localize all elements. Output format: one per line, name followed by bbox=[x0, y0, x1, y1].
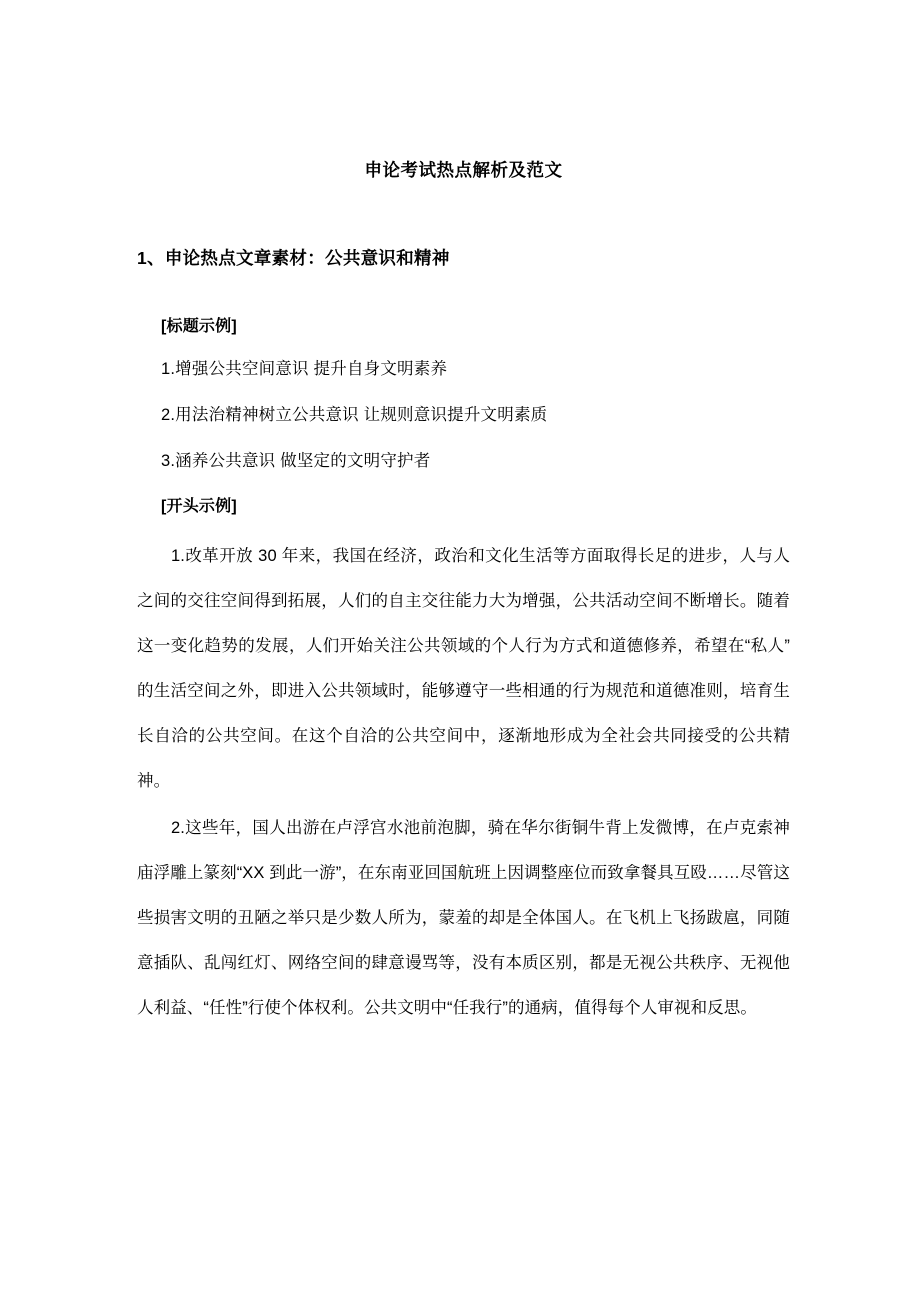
list-item: 3.涵养公共意识 做坚定的文明守护者 bbox=[161, 452, 431, 470]
title-examples-heading: [标题示例] bbox=[161, 318, 237, 335]
body-paragraph: 1.改革开放 30 年来，我国在经济，政治和文化生活等方面取得长足的进步，人与人之间的交往空间得到拓展，人们的自主交往能力大为增强，公共活动空间不断增长。随着这一变化趋势的发展，人们开始关注公共领域的个人行为方式和道德修养，希望在“私人”的生活空间之外，即进入公共领域时，能够遵守一些相通的行为规范和道德准则，培育生长自洽的公共空间。在这个自洽的公共空间中，逐渐地形成为全社会共同接受的公共精神。 bbox=[137, 547, 790, 790]
list-item: 2.用法治精神树立公共意识 让规则意识提升文明素质 bbox=[161, 406, 548, 424]
list-item: 1.增强公共空间意识 提升自身文明素养 bbox=[161, 360, 448, 378]
section-heading: 1、申论热点文章素材：公共意识和精神 bbox=[137, 247, 450, 268]
opening-examples-heading: [开头示例] bbox=[161, 498, 237, 515]
document-body bbox=[137, 312, 790, 1031]
page-title: 申论考试热点解析及范文 bbox=[364, 160, 563, 180]
body-paragraph: 2.这些年，国人出游在卢浮宫水池前泡脚，骑在华尔街铜牛背上发微博，在卢克索神庙浮雕上篆刻“XX 到此一游”，在东南亚回国航班上因调整座位而致拿餐具互殴……尽管这些损害文明的丑陋之举只是少数人所为，蒙羞的却是全体国人。在飞机上飞扬跋扈，同随意插队、乱闯红灯、网络空间的肆意谩骂等，没有本质区别，都是无视公共秩序、无视他人利益、“任性”行使个体权利。公共文明中“任我行”的通病，值得每个人审视和反思。 bbox=[137, 819, 790, 1017]
